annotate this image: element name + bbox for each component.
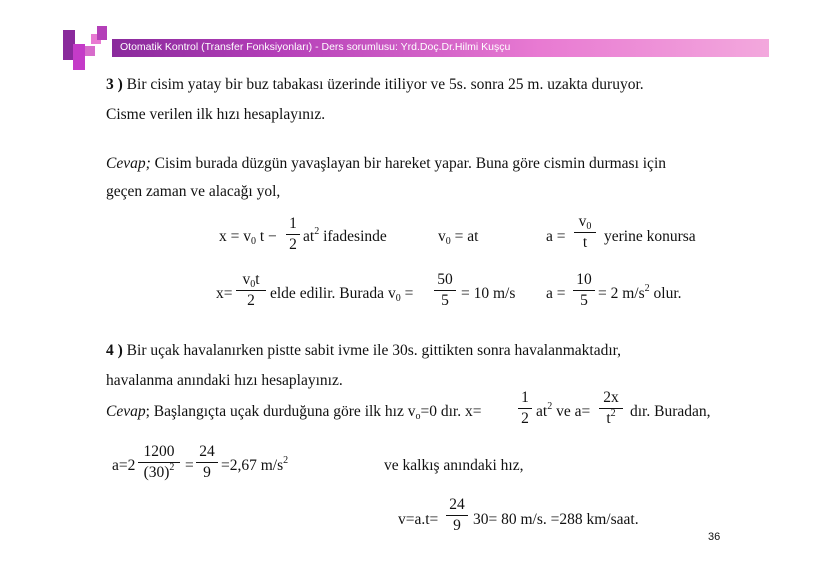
a-fraction1: $\frac{1200}{(30)^2}$ bbox=[138, 444, 180, 480]
eq5-left: a = bbox=[546, 285, 566, 302]
q4-fraction2: $\frac{2x}{t^2}$ bbox=[599, 390, 623, 426]
eq5-fraction: $\frac{10}{5}$ bbox=[573, 272, 595, 308]
q3-line1 bbox=[106, 77, 644, 93]
a-fraction2: $\frac{24}{9}$ bbox=[196, 444, 218, 480]
q4-fraction1: $\frac{1}{2}$ bbox=[518, 390, 532, 426]
q4-answer-end: dır. Buradan, bbox=[630, 403, 711, 420]
q4-number: 4 ) bbox=[106, 342, 123, 359]
eq2: $v_0$ = at bbox=[438, 228, 479, 247]
eq4-text: elde edilir. Burada $v_0$ = bbox=[270, 285, 414, 304]
v-result: 30= 80 m/s. =288 km/saat. bbox=[473, 511, 639, 528]
eq1-left: $x = v_0$ t − bbox=[219, 228, 277, 247]
eq3-right: yerine konursa bbox=[604, 228, 696, 245]
header-bar bbox=[112, 39, 769, 57]
q3-answer-line1 bbox=[106, 156, 666, 172]
q3-number: 3 ) bbox=[106, 76, 123, 93]
kalkis-text: ve kalkış anındaki hız, bbox=[384, 457, 524, 474]
header-title: Otomatik Kontrol (Transfer Fonksiyonları) - Ders sorumlusu: Yrd.Doç.Dr.Hilmi Kuşçu bbox=[120, 41, 511, 53]
logo-squares-icon bbox=[63, 30, 115, 70]
eq3-fraction: $\frac{v_0}{t}$ bbox=[574, 214, 596, 250]
v-fraction: $\frac{24}{9}$ bbox=[446, 497, 468, 533]
q3-line2: Cisme verilen ilk hızı hesaplayınız. bbox=[106, 106, 326, 123]
q3-answer-text1: Cisim burada düzgün yavaşlayan bir hareket yapar. Buna göre cismin durması için bbox=[154, 155, 666, 172]
q4-answer-line: Cevap; Başlangıçta uçak durduğuna göre ilk hız $v_o=0$ dır. x= bbox=[106, 403, 482, 422]
q3-cevap-label: Cevap; bbox=[106, 155, 151, 172]
eq5-result: = 2 $m/s^2$ olur. bbox=[598, 283, 682, 302]
q4-line1 bbox=[106, 343, 621, 359]
a-result: =2,67 $m/s^2$ bbox=[221, 455, 289, 474]
eq4-fraction2: $\frac{50}{5}$ bbox=[434, 272, 456, 308]
eq4-result: = 10 m/s bbox=[461, 285, 516, 302]
eq4-x: x= bbox=[216, 285, 233, 302]
eq1-fraction: $\frac{1}{2}$ bbox=[286, 216, 300, 252]
q3-line1-text: Bir cisim yatay bir buz tabakası üzerinde itiliyor ve 5s. sonra 25 m. uzakta duruyor. bbox=[126, 76, 644, 93]
a-eq: = bbox=[185, 457, 194, 474]
q4-line2: havalanma anındaki hızı hesaplayınız. bbox=[106, 372, 343, 389]
q3-answer-line2: geçen zaman ve alacağı yol, bbox=[106, 183, 281, 200]
v-left: v=a.t= bbox=[398, 511, 439, 528]
eq1-right: $at^2$ ifadesinde bbox=[303, 226, 387, 245]
a-left: a=2 bbox=[112, 457, 136, 474]
q4-line1-text: Bir uçak havalanırken pistte sabit ivme ile 30s. gittikten sonra havalanmaktadır, bbox=[126, 342, 622, 359]
eq4-fraction: $\frac{v_0t}{2}$ bbox=[236, 272, 266, 308]
page-number: 36 bbox=[708, 531, 721, 543]
eq3-left: a = bbox=[546, 228, 566, 245]
q4-cevap-label: Cevap bbox=[106, 403, 146, 420]
q4-answer-mid: $at^2$ ve a= bbox=[536, 401, 591, 420]
